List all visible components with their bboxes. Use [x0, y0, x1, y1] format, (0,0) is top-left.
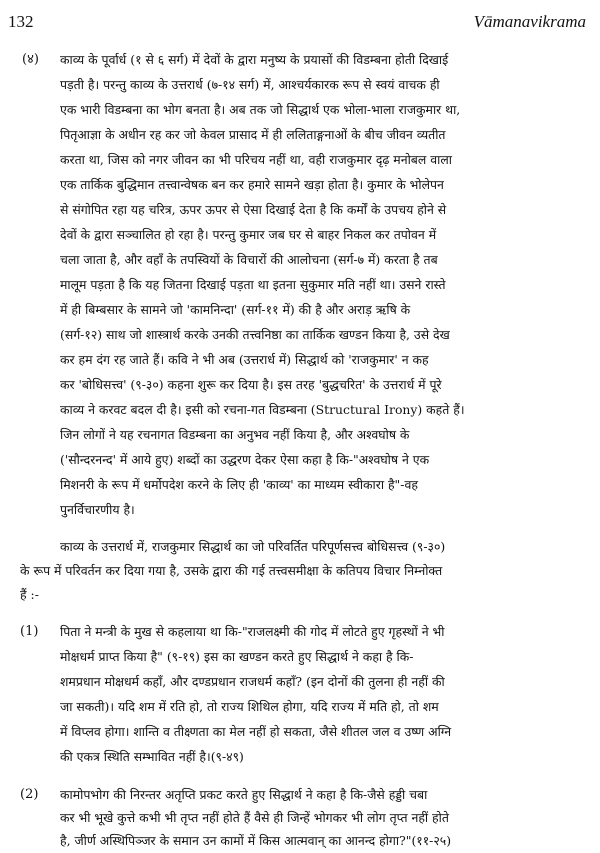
text-line: पुनर्विचारणीय है। — [60, 502, 135, 517]
text-line: पिता ने मन्त्री के मुख से कहलाया था कि-"राजलक्ष्मी की गोद में लोटते हुए गृहस्थों ने भी — [60, 624, 445, 639]
text-line: मालूम पड़ता है कि यह जितना दिखाई पड़ता था इतना सुकुमार मति नहीं था। उसने रास्ते — [60, 277, 446, 292]
text-line: एक तार्किक बुद्धिमान तत्त्वान्वेषक बन कर हमारे सामने खड़ा होता है। कुमार के भोलेपन — [60, 177, 444, 192]
text-line: में ही बिम्बसार के सामने जो 'कामनिन्दा' (सर्ग-११ में) की है और अराड़ ऋषि के — [60, 302, 411, 317]
item-number: (1) — [20, 624, 39, 639]
running-title: Vāmanavikrama — [473, 12, 586, 31]
paragraph-marker: (४) — [22, 52, 39, 67]
text-line: के रूप में परिवर्तन कर दिया गया है, उसके द्वारा की गई तत्त्वसमीक्षा के कतिपय विचार निम्नोक्त — [20, 563, 443, 578]
text-line: कर भी भूखे कुत्ते कभी भी तृप्त नहीं होते हैं वैसे ही जिन्हें भोगकर भी लोग तृप्त नहीं होते — [60, 810, 449, 825]
text-line: शमप्रधान मोक्षधर्म कहाँ, और दण्डप्रधान राजधर्म कहाँ? (इन दोनों की तुलना ही नहीं की — [60, 674, 445, 689]
text-line: (सर्ग-१२) साथ जो शास्त्रार्थ करके उनकी तत्त्वनिष्ठा का तार्किक खण्डन किया है, उसे देख — [60, 327, 450, 342]
text-line: कामोपभोग की निरन्तर अतृप्ति प्रकट करते हुए सिद्धार्थ ने कहा है कि-जैसे हड्डी चबा — [60, 787, 428, 802]
text-line: देवों के द्वारा सञ्चालित हो रहा है। परन्तु कुमार जब घर से बाहर निकल कर तपोवन में — [60, 227, 437, 242]
text-line: जिन लोगों ने यह रचनागत विडम्बना का अनुभव नहीं किया है, और अश्वघोष के — [60, 427, 410, 442]
text-line: पड़ती है। परन्तु काव्य के उत्तरार्ध (७-१४ सर्ग) में, आश्चर्यकारक रूप से स्वयं वाचक ही — [60, 77, 440, 92]
text-line: मिशनरी के रूप में धर्मोपदेश करने के लिए ही 'काव्य' का माध्यम स्वीकारा है"-वह — [60, 477, 418, 492]
text-line: पितृआज्ञा के अधीन रह कर जो केवल प्रासाद में ही ललिताङ्गनाओं के बीच जीवन व्यतीत — [60, 127, 446, 142]
text-line: कर 'बोधिसत्त्व' (९-३०) कहना शुरू कर दिया है। इस तरह 'बुद्धचरित' के उत्तरार्ध में पूरे — [60, 377, 442, 392]
text-line: काव्य के उत्तरार्ध में, राजकुमार सिद्धार्थ का जो परिवर्तित परिपूर्णसत्त्व बोधिसत्त्व (९-३०) — [60, 539, 446, 554]
item-number: (2) — [20, 787, 39, 802]
text-line: हैं :- — [20, 587, 39, 602]
text-line: एक भारी विडम्बना का भोग बनता है। अब तक जो सिद्धार्थ एक भोला-भाला राजकुमार था, — [60, 102, 461, 117]
page-number: 132 — [8, 12, 34, 31]
text-line: में विप्लव होगा। शान्ति व तीक्ष्णता का मेल नहीं हो सकता, जैसे शीतल जल व उष्ण अग्नि — [60, 724, 452, 739]
text-line: ('सौन्दरनन्द' में आये हुए) शब्दों का उद्धरण देकर ऐसा कहा है कि-"अश्वघोष ने एक — [60, 452, 430, 467]
text-line: से संगोपित रहा यह चरित्र, ऊपर ऊपर से ऐसा दिखाई देता है कि कर्मों के उपचय होने से — [60, 202, 447, 217]
text-line: की एकत्र स्थिति सम्भावित नहीं है।(९-४९) — [60, 749, 244, 764]
text-line: कर हम दंग रह जाते हैं। कवि ने भी अब (उत्तरार्ध में) सिद्धार्थ को 'राजकुमार' न कह — [60, 352, 429, 367]
page-header — [8, 12, 586, 34]
text-line: जा सकती)। यदि शम में रति हो, तो राज्य शिथिल होगा, यदि राज्य में मति हो, तो शम — [60, 699, 439, 714]
text-line: चला जाता है, और वहाँ के तपस्वियों के विचारों की आलोचना (सर्ग-७ में) करता है तब — [60, 252, 438, 267]
text-line: है, जीर्ण अस्थिपिञ्जर के समान उन कामों में किस आत्मवान् का आनन्द होगा?"(११-२५) — [60, 833, 452, 848]
text-line: काव्य के पूर्वार्ध (१ से ६ सर्ग) में देवों के द्वारा मनुष्य के प्रयासों की विडम्बना होती दिखाई — [60, 52, 449, 67]
text-line: करता था, जिस को नगर जीवन का भी परिचय नहीं था, वही राजकुमार दृढ़ मनोबल वाला — [60, 152, 452, 167]
text-line: काव्य ने करवट बदल दी है। इसी को रचना-गत विडम्बना (Structural Irony) कहते हैं। — [60, 402, 465, 417]
text-line: मोक्षधर्म प्राप्त किया है" (९-१९) इस का खण्डन करते हुए सिद्धार्थ ने कहा है कि- — [60, 649, 414, 664]
